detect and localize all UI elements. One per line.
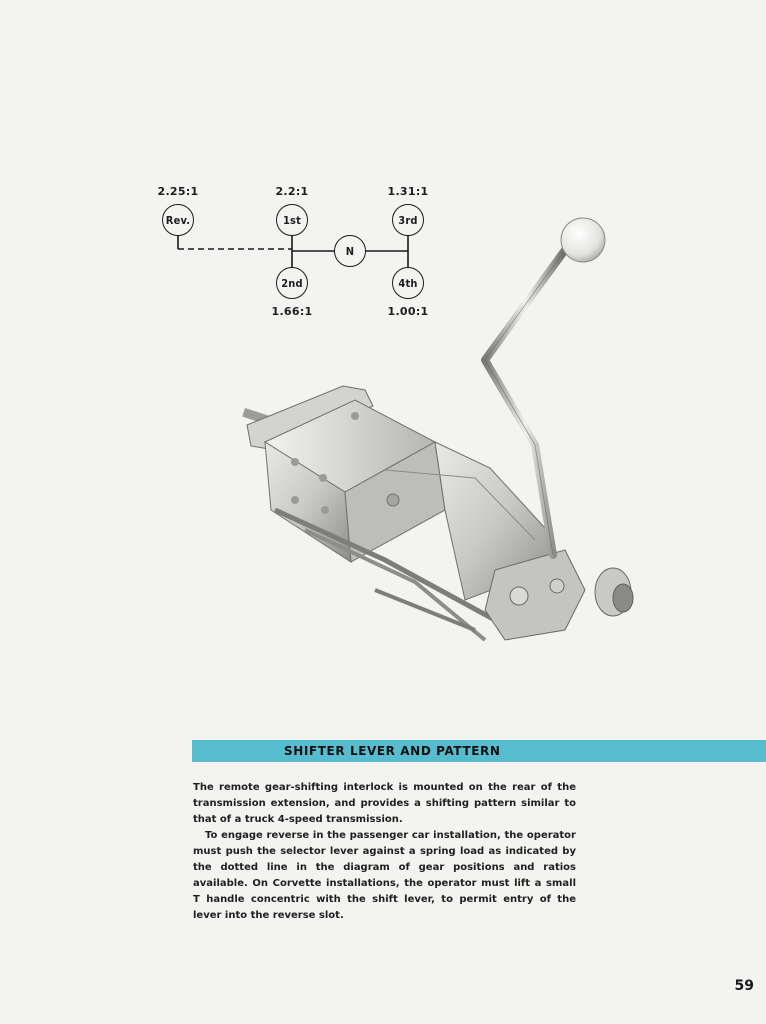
second-ratio: 1.66:1 [271,305,313,318]
third-ratio: 1.31:1 [387,185,429,198]
page-number: 59 [734,978,754,994]
third-gear-circle: 3rd [392,204,424,236]
section-heading: SHIFTER LEVER AND PATTERN [284,744,501,758]
fourth-gear-circle: 4th [392,267,424,299]
first-gear-circle: 1st [276,204,308,236]
neutral-circle: N [334,235,366,267]
reverse-gear-circle: Rev. [162,204,194,236]
body-text [193,780,576,924]
second-gear-circle: 2nd [276,267,308,299]
transmission-drawing [235,210,655,670]
transmission-illustration [235,210,655,670]
paragraph-2: To engage reverse in the passenger car installation, the operator must push the selector lever against a spring load as indicated by the dotted line in the diagram of gear positions and ratios available. On Corvette installations, the operator must lift a small T handle concentric with the shift lever, to permit entry of the lever into the reverse slot. [193,830,576,921]
section-heading-bar [192,740,766,762]
fourth-ratio: 1.00:1 [387,305,429,318]
reverse-ratio: 2.25:1 [157,185,199,198]
first-ratio: 2.2:1 [275,185,309,198]
paragraph-1: The remote gear-shifting interlock is mounted on the rear of the transmission extension, and provides a shifting pattern similar to that of a truck 4-speed transmission. [193,782,576,825]
